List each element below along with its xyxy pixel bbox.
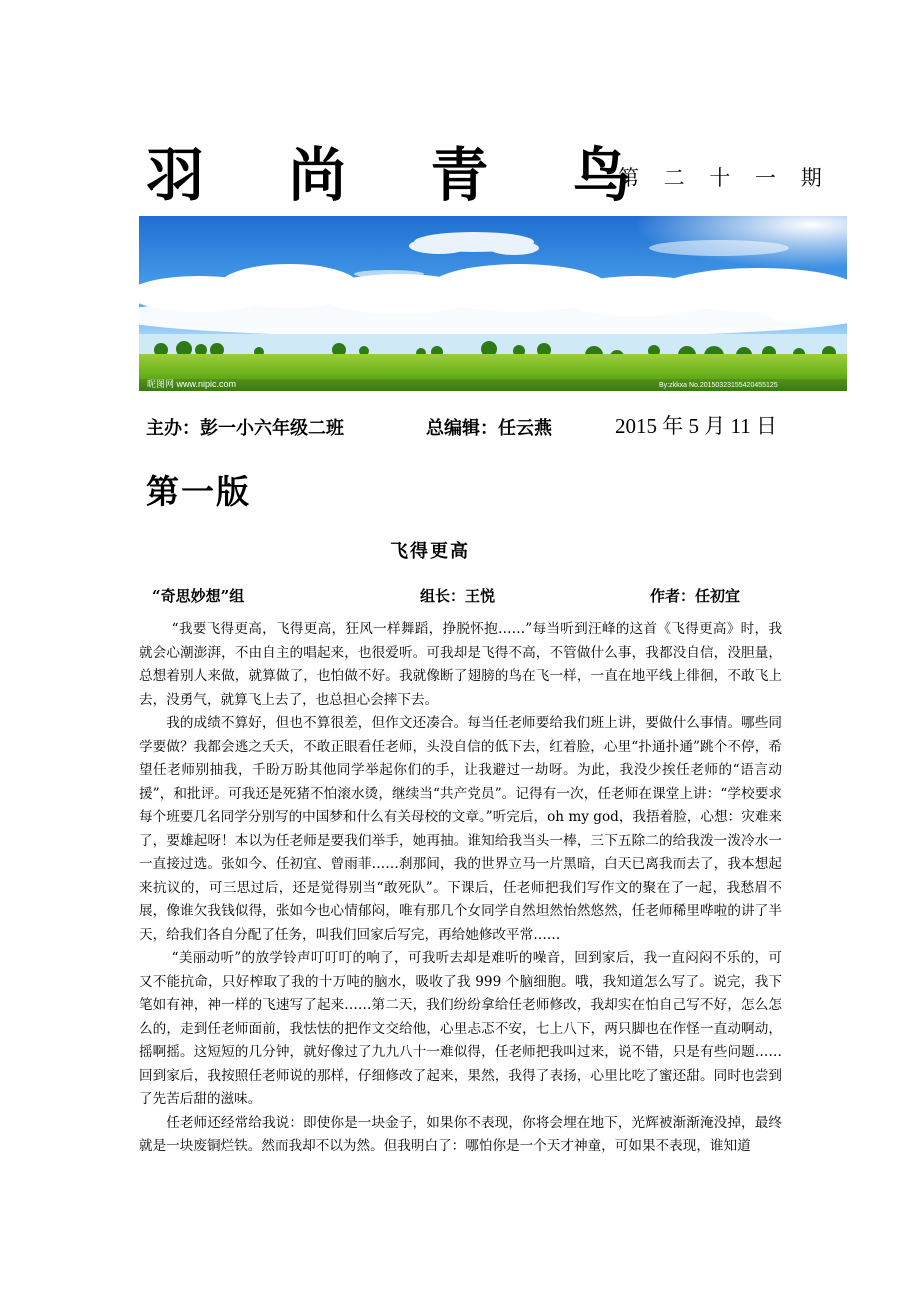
issue-number: 第 二 十 一 期 (618, 166, 831, 190)
article-paragraph: 我的成绩不算好，但也不算很差，但作文还凑合。每当任老师要给我们班上讲，要做什么事情。哪些同学要做？我都会逃之夭夭，不敢正眼看任老师，头没自信的低下去，红着脸，心里“扑通扑通”跳个不停，希望任老师别抽我，千盼万盼其他同学举起你们的手，让我避过一劫呀。为此，我没少挨任老师的“语言动援”，和批评。可我还是死猪不怕滚水烫，继续当“共产党员”。记得有一次，任老师在课堂上讲：“学校要求每个班要几名同学分别写的中国梦和什么有关母校的文章。”听完后，oh my god，我捂着脸，心想：灾难来了，要雄起呀！本以为任老师是要我们举手，她再抽。谁知给我当头一棒，三下五除二的给我泼一泼冷水一一直接过选。张如今、任初宜、曾雨菲……刹那间，我的世界立马一片黑暗，白天已离我而去了，我本想起来抗议的，可三思过后，还是觉得别当“敢死队”。下课后，任老师把我们写作文的聚在了一起，我愁眉不展，像谁欠我钱似得，张如今也心情郁闷，唯有那几个女同学自然坦然怡然悠然，任老师稀里哗啦的讲了半天，给我们各自分配了任务，叫我们回家后写完，再给她修改平常…… (139, 715, 782, 943)
publish-date: 2015 年 5 月 11 日 (615, 414, 777, 438)
section-title: 第一版 (146, 472, 251, 511)
organizer-label: 主办：彭一小六年级二班 (146, 418, 344, 439)
article-paragraph: “美丽动听”的放学铃声叮叮叮的响了，可我听去却是难听的噪音，回到家后，我一直闷闷不乐的，可又不能抗命，只好榨取了我的十万吨的脑水，吸收了我 999 个脑细胞。哦，我知道怎么写了。说完，我下笔如有神，神一样的飞速写了起来……第二天，我们纷纷拿给任老师修改，我却实在怕自己写不好，怎么怎么的，走到任老师面前，我怯怯的把作文交给他，心里忐忑不安，七上八下，两只脚也在作怪一直动啊动，摇啊摇。这短短的几分钟，就好像过了九九八十一难似得，任老师把我叫过来，说不错，只是有些问题……回到家后，我按照任老师说的那样，仔细修改了起来，果然，我得了表扬，心里比吃了蜜还甜。同时也尝到了先苦后甜的滋味。 (139, 950, 782, 1107)
newspaper-title: 羽 尚 青 鸟 (146, 141, 663, 209)
article-body (139, 618, 782, 1159)
article-title: 飞得更高 (390, 541, 470, 562)
banner-watermark-left: 昵图网 www.nipic.com (147, 379, 237, 389)
banner-watermark-right: By:zkkxa No.20150323155420455125 (659, 382, 778, 389)
article-leader: 组长：王悦 (420, 587, 496, 605)
article-author: 作者：任初宜 (650, 587, 741, 605)
sky-field-illustration (139, 216, 847, 391)
editor-label: 总编辑：任云燕 (426, 418, 552, 439)
banner-image (139, 216, 847, 391)
article-group: “奇思妙想”组 (152, 587, 245, 605)
article-paragraph: “我要飞得更高，飞得更高，狂风一样舞蹈，挣脱怀抱……”每当听到汪峰的这首《飞得更高》时，我就会心潮澎湃，不由自主的唱起来，也很爱听。可我却是飞得不高，不管做什么事，我都没自信，没胆量，总想着别人来做，就算做了，也怕做不好。我就像断了翅膀的鸟在飞一样，一直在地平线上徘徊，不敢飞上去，没勇气，就算飞上去了，也总担心会摔下去。 (139, 621, 782, 708)
article-paragraph: 任老师还经常给我说：即使你是一块金子，如果你不表现，你将会埋在地下，光辉被渐渐淹没掉，最终就是一块废铜烂铁。然而我却不以为然。但我明白了：哪怕你是一个天才神童，可如果不表现，谁知道 (139, 1114, 782, 1154)
